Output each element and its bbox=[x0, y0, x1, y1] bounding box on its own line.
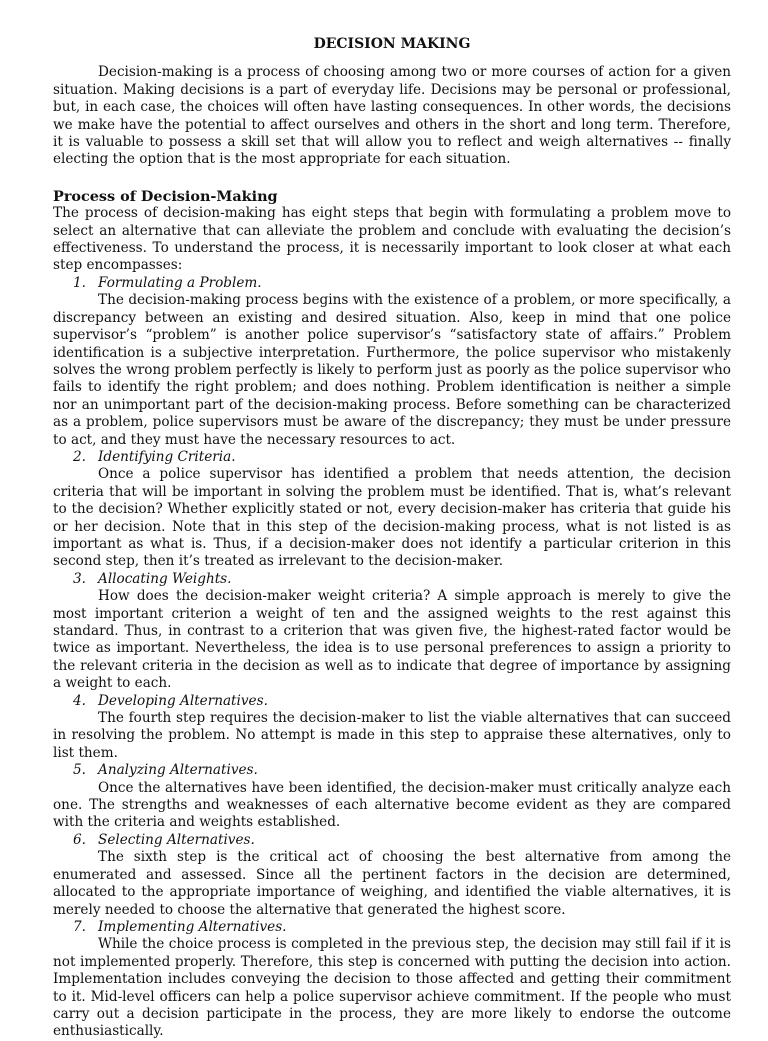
section-heading: Process of Decision-Making bbox=[53, 187, 278, 205]
step-item bbox=[53, 832, 731, 919]
intro-paragraph: Decision-making is a process of choosing among two or more courses of action for a given situation. Making decisions is a part of everyday life. Decisions may be personal or professional, but, in each case, the choices will often have lasting consequences. In other words, the decisions we make have the potential to affect ourselves and others in the short and long term. Therefore, it is valuable to possess a skill set that will allow you to reflect and weigh alternatives -- finally electing the option that is the most appropriate for each situation. bbox=[53, 64, 731, 168]
step-number: 1. bbox=[73, 274, 86, 291]
step-title bbox=[53, 693, 731, 710]
step-item bbox=[53, 762, 731, 832]
step-title-text: Allocating Weights. bbox=[98, 570, 232, 587]
step-body: How does the decision-maker weight criteria? A simple approach is merely to give the most important criterion a weight of ten and the assigned weights to the rest against this standard. Thus, in contrast to a criterion that was given five, the highest-rated factor would be twice as important. Nevertheless, the idea is to use personal preferences to assign a priority to the relevant criteria in the decision as well as to indicate that degree of importance by assigning a weight to each. bbox=[53, 588, 731, 692]
step-item bbox=[53, 275, 731, 449]
step-title-text: Selecting Alternatives. bbox=[98, 831, 255, 848]
step-number: 3. bbox=[73, 570, 86, 587]
step-title bbox=[53, 919, 731, 936]
step-title bbox=[53, 762, 731, 779]
step-title bbox=[53, 832, 731, 849]
step-title bbox=[53, 449, 731, 466]
step-number: 5. bbox=[73, 762, 86, 779]
step-number: 6. bbox=[73, 831, 86, 848]
document-title: DECISION MAKING bbox=[313, 36, 471, 52]
step-title bbox=[53, 571, 731, 588]
step-body: Once the alternatives have been identified, the decision-maker must critically analyze each one. The strengths and weaknesses of each alternative become evident as they are compared with the criteria and weights established. bbox=[53, 779, 731, 831]
step-body: The sixth step is the critical act of choosing the best alternative from among the enumerated and assessed. Since all the pertinent factors in the decision are determined, allocated to the appropriate importance of weighing, and identified the viable alternatives, it is merely needed to choose the alternative that generated the highest score. bbox=[53, 849, 731, 918]
step-title bbox=[53, 275, 731, 292]
step-body: The decision-making process begins with the existence of a problem, or more specifically, a discrepancy between an existing and desired situation. Also, keep in mind that one police supervisor’s “problem” is another police supervisor’s “satisfactory state of affairs.” Problem identification is a subjective interpretation. Furthermore, the police supervisor who mistakenly solves the wrong problem perfectly is likely to perform just as poorly as the police supervisor who fails to identify the right problem; and does nothing. Problem identification is neither a simple nor an unimportant part of the decision-making process. Before something can be characterized as a problem, police supervisors must be aware of the discrepancy; they must be under pressure to act, and they must have the necessary resources to act. bbox=[53, 292, 731, 448]
step-item bbox=[53, 571, 731, 693]
step-title-text: Identifying Criteria. bbox=[98, 448, 236, 465]
step-item bbox=[53, 449, 731, 571]
step-title-text: Formulating a Problem. bbox=[98, 274, 262, 291]
step-item bbox=[53, 919, 731, 1041]
step-title-text: Analyzing Alternatives. bbox=[98, 762, 258, 779]
step-body: Once a police supervisor has identified a problem that needs attention, the decision criteria that will be important in solving the problem must be identified. That is, what’s relevant to the decision? Whether explicitly stated or not, every decision-maker has criteria that guide his or her decision. Note that in this step of the decision-making process, what is not listed is as important as what is. Thus, if a decision-maker does not identify a particular criterion in this second step, then it’s treated as irrelevant to the decision-maker. bbox=[53, 466, 731, 570]
step-number: 2. bbox=[73, 448, 86, 465]
step-title-text: Developing Alternatives. bbox=[98, 692, 268, 709]
section-intro-paragraph: The process of decision-making has eight steps that begin with formulating a problem move to select an alternative that can alleviate the problem and conclude with evaluating the decision’s effectiveness. To understand the process, it is necessarily important to look closer at what each step encompasses: bbox=[53, 205, 731, 274]
step-body: While the choice process is completed in the previous step, the decision may still fail if it is not implemented properly. Therefore, this step is concerned with putting the decision into action. Implementation includes conveying the decision to those affected and getting their commitment to it. Mid-level officers can help a police supervisor achieve commitment. If the people who must carry out a decision participate in the process, they are more likely to endorse the outcome enthusiastically. bbox=[53, 936, 731, 1040]
step-item bbox=[53, 693, 731, 763]
document-page bbox=[53, 36, 731, 1041]
step-body: The fourth step requires the decision-maker to list the viable alternatives that can succeed in resolving the problem. No attempt is made in this step to appraise these alternatives, only to list them. bbox=[53, 710, 731, 761]
step-number: 4. bbox=[73, 692, 86, 709]
step-number: 7. bbox=[73, 918, 86, 935]
step-title-text: Implementing Alternatives. bbox=[98, 918, 287, 935]
